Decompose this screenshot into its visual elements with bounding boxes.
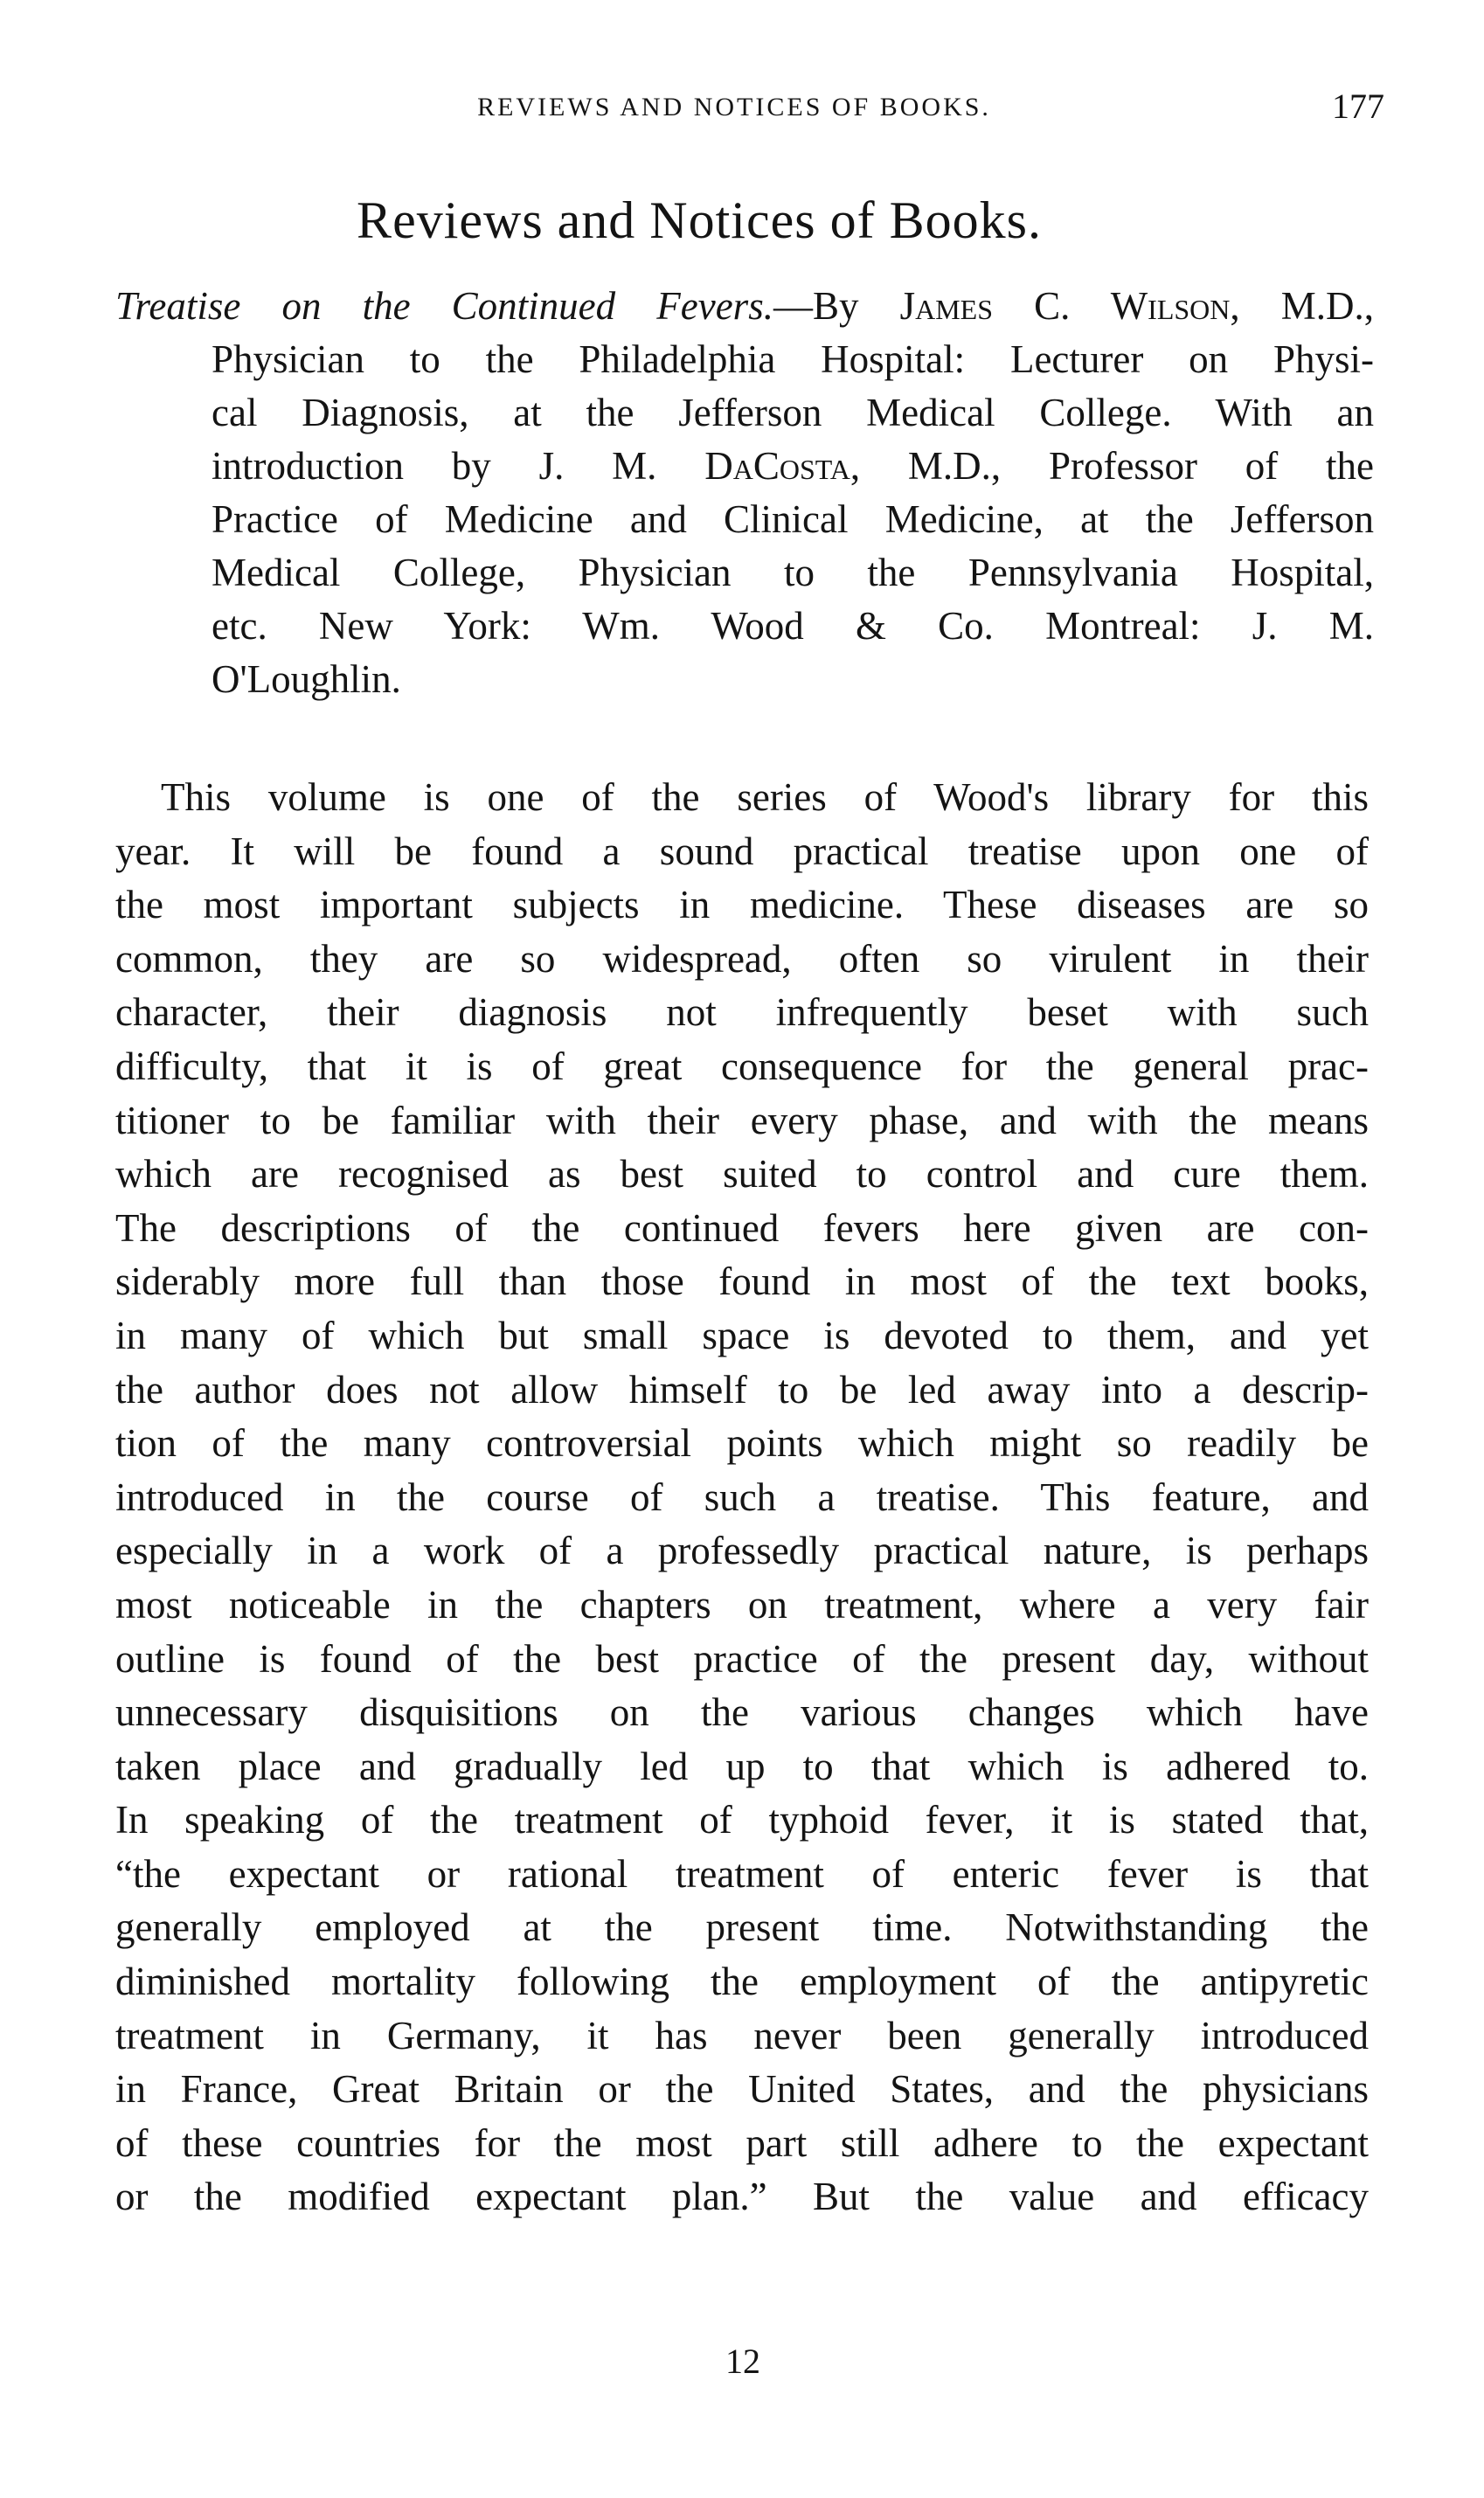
signature-mark: 12 [725,2342,760,2381]
body-line: unnecessary disquisitions on the various changes which have [115,1690,1369,1735]
body-line: year. It will be found a sound practical treatise upon one of [115,829,1369,873]
book-citation [115,280,1374,706]
introducer-credentials: , M.D., Professor of the [849,444,1375,488]
body-line: especially in a work of a professedly practical nature, is perhaps [115,1529,1369,1573]
body-line: common, they are so widespread, often so virulent in their [115,936,1369,981]
body-line: generally employed at the present time. Notwithstanding the [115,1905,1369,1950]
body-line: difficulty, that it is of great consequence for the general prac- [115,1044,1369,1088]
body-line: diminished mortality following the employment of the antipyretic [115,1960,1369,2004]
author-credentials: , M.D., [1230,284,1375,328]
body-line: in many of which but small space is devoted to them, and yet [115,1313,1369,1357]
body-line: in France, Great Britain or the United States, and the physicians [115,2067,1369,2112]
body-line: the author does not allow himself to be led away into a descrip- [115,1367,1369,1412]
body-line: the most important subjects in medicine. These diseases are so [115,883,1369,927]
body-line: This volume is one of the series of Wood's library for this [161,775,1369,819]
body-line: In speaking of the treatment of typhoid fever, it is stated that, [115,1798,1369,1842]
body-line: outline is found of the best practice of the present day, without [115,1636,1369,1681]
body-line: “the expectant or rational treatment of enteric fever is that [115,1851,1369,1896]
body-line: of these countries for the most part still adhere to the expectant [115,2120,1369,2165]
citation-line-2: Physician to the Philadelphia Hospital: Lecturer on Physi- [212,337,1374,381]
review-body [115,771,1369,2224]
body-line: character, their diagnosis not infrequently beset with such [115,990,1369,1035]
citation-by-prefix: —By [773,284,900,328]
citation-line-6: Medical College, Physician to the Pennsylvania Hospital, [212,551,1374,594]
introduction-credit: introduction by J. M. [212,444,705,488]
book-title: Treatise on the Continued Fevers. [115,284,773,328]
body-line: introduced in the course of such a treatise. This feature, and [115,1475,1369,1519]
body-line: The descriptions of the continued fevers here given are con- [115,1205,1369,1250]
body-line: treatment in Germany, it has never been generally introduced [115,2013,1369,2057]
body-line: taken place and gradually led up to that which is adhered to. [115,1744,1369,1788]
body-line: or the modified expectant plan.” But the value and efficacy [115,2175,1369,2219]
body-line: tion of the many controversial points which might so readily be [115,1421,1369,1466]
body-line: siderably more full than those found in most of the text books, [115,1259,1369,1304]
book-author: James C. Wilson [899,284,1231,328]
citation-line-7: etc. New York: Wm. Wood & Co. Montreal: J. M. [212,604,1374,648]
citation-line-8: O'Loughlin. [212,657,401,701]
section-title: Reviews and Notices of Books. [357,191,1042,249]
citation-line-3: cal Diagnosis, at the Jefferson Medical College. With an [212,391,1374,434]
body-line: titioner to be familiar with their every phase, and with the means [115,1098,1369,1142]
citation-line-4 [115,440,1374,493]
page-number: 177 [1332,87,1384,126]
body-line: most noticeable in the chapters on treatment, where a very fair [115,1582,1369,1627]
introducer-name: DaCosta [704,444,850,488]
citation-line-1 [115,280,1374,333]
body-line: which are recognised as best suited to control and cure them. [115,1152,1369,1197]
running-head: REVIEWS AND NOTICES OF BOOKS. [477,93,991,121]
citation-line-5: Practice of Medicine and Clinical Medicine, at the Jefferson [212,497,1374,541]
